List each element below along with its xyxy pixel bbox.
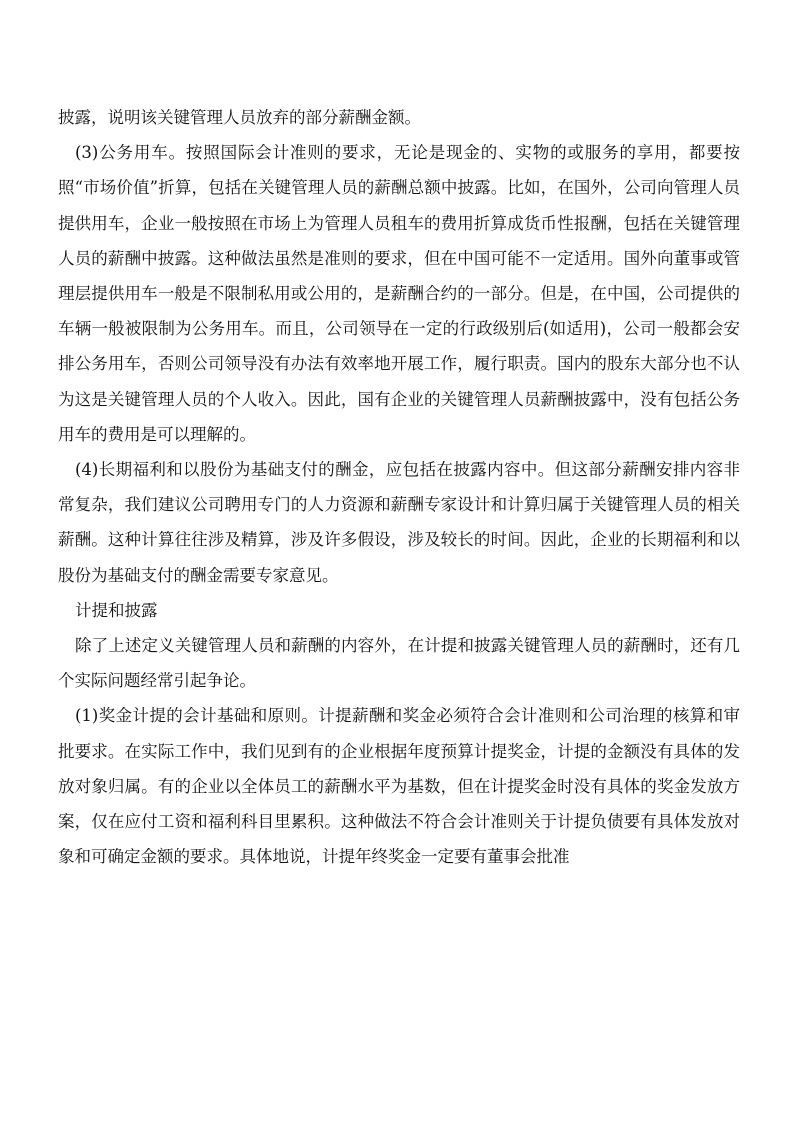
paragraph-continuation: 披露，说明该关键管理人员放弃的部分薪酬金额。: [58, 108, 421, 127]
paragraph-bonus-accrual: (1)奖金计提的会计基础和原则。计提薪酬和奖金必须符合会计准则和公司治理的核算和审批要求。在实际工作中，我们见到有的企业根据年度预算计提奖金，计提的金额没有具体的发放对象归属。有的企业以全体员工的薪酬水平为基数，但在计提奖金时没有具体的奖金发放方案，仅在应付工资和福利科目里累积。这种做法不符合会计准则关于计提负债要有具体发放对象和可确定金额的要求。具体地说，计提年终奖金一定要有董事会批准: [58, 706, 740, 867]
section-heading-accrual-disclosure: 计提和披露: [75, 600, 158, 620]
paragraph-long-term-benefits: (4)长期福利和以股份为基础支付的酬金，应包括在披露内容中。但这部分薪酬安排内容非常复杂，我们建议公司聘用专门的人力资源和薪酬专家设计和计算归属于关键管理人员的相关薪酬。这种计算往往涉及精算，涉及许多假设，涉及较长的时间。因此，企业的长期福利和以股份为基础支付的酬金需要专家意见。: [58, 460, 740, 585]
paragraph-accrual-intro: 除了上述定义关键管理人员和薪酬的内容外，在计提和披露关键管理人员的薪酬时，还有几个实际问题经常引起争论。: [58, 636, 740, 691]
body-text: [58, 100, 740, 874]
paragraph-official-car: (3)公务用车。按照国际会计准则的要求，无论是现金的、实物的或服务的享用，都要按照“市场价值”折算，包括在关键管理人员的薪酬总额中披露。比如，在国外，公司向管理人员提供用车，企业一般按照在市场上为管理人员租车的费用折算成货币性报酬，包括在关键管理人员的薪酬中披露。这种做法虽然是准则的要求，但在中国可能不一定适用。国外向董事或管理层提供用车一般是不限制私用或公用的，是薪酬合约的一部分。但是，在中国，公司提供的车辆一般被限制为公务用车。而且，公司领导在一定的行政级别后(如适用)，公司一般都会安排公务用车，否则公司领导没有办法有效率地开展工作，履行职责。国内的股东大部分也不认为这是关键管理人员的个人收入。因此，国有企业的关键管理人员薪酬披露中，没有包括公务用车的费用是可以理解的。: [58, 143, 740, 444]
